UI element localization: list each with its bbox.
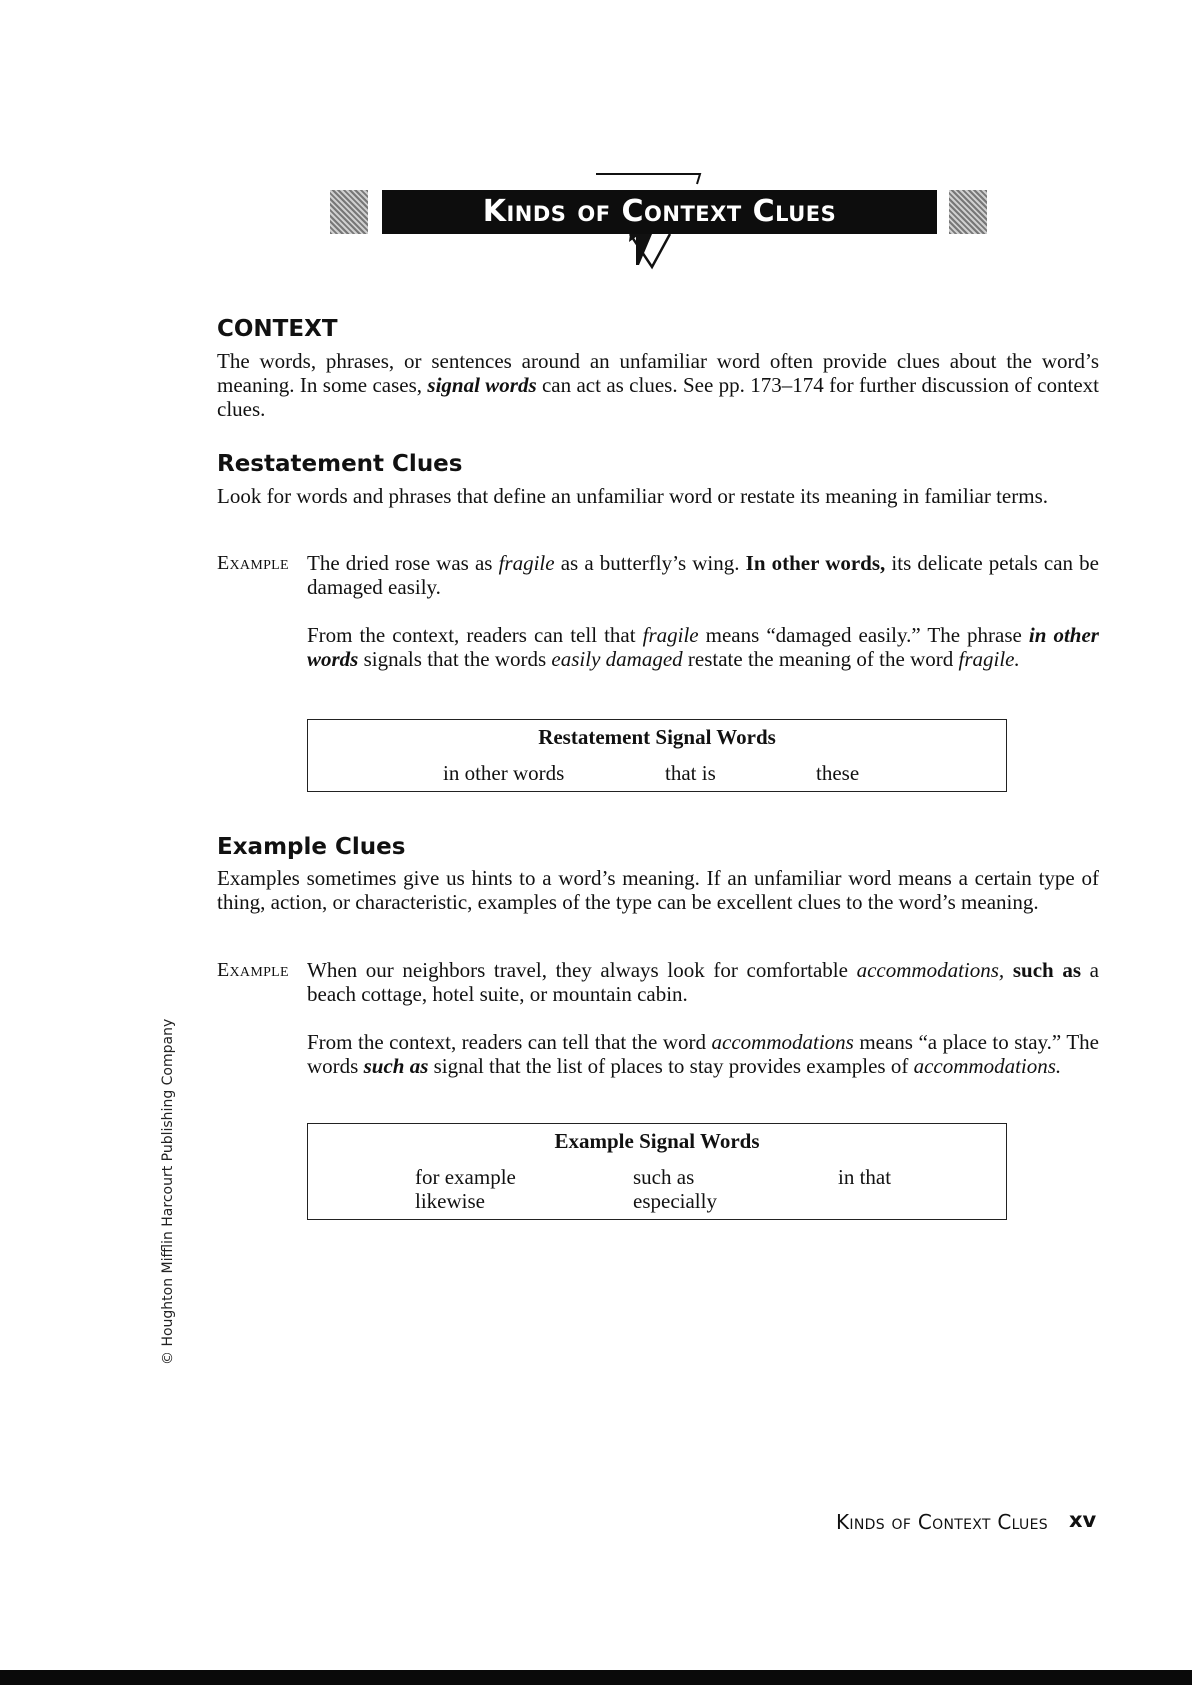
footer-title: Kinds of Context Clues: [836, 1510, 1048, 1534]
restatement-heading: Restatement Clues: [217, 451, 463, 477]
context-text-1: The words, phrases, or sentences around an unfamiliar word often provide clues about the word’s meaning. In some cases,: [217, 349, 1099, 397]
restatement-expl-phrase: easily damaged: [551, 647, 683, 671]
restatement-expl-text-3: signals that the words: [358, 647, 552, 671]
restatement-signal-word: that is: [665, 761, 716, 785]
example-clues-explanation: [307, 1030, 1099, 1078]
example-clues-example: [307, 958, 1099, 1006]
context-signal-words: signal words: [427, 373, 537, 397]
restatement-explanation: [307, 623, 1099, 671]
context-text-2: can act as clues. See pp. 173–174 for further discussion of context clues.: [217, 373, 1099, 421]
example-clues-expl-text-2: means “a place to stay.” The words: [307, 1030, 1099, 1078]
bottom-edge: [0, 1670, 1192, 1685]
example-signal-word: such as: [633, 1165, 695, 1189]
restatement-expl-text-4: restate the meaning of the word: [682, 647, 959, 671]
restatement-example-word: fragile: [498, 551, 555, 575]
restatement-intro: Look for words and phrases that define an unfamiliar word or restate its meaning in familiar terms.: [217, 484, 1048, 508]
restatement-example-signal: In other words,: [745, 551, 886, 575]
restatement-example-text-3: its delicate petals can be damaged easily.: [307, 551, 1100, 599]
restatement-example-text-2: as a butterfly’s wing.: [554, 551, 746, 575]
title-banner: [330, 172, 987, 272]
example-clues-heading: Example Clues: [217, 834, 406, 860]
example-clues-example-signal: such as: [1004, 958, 1082, 982]
restatement-expl-word: fragile: [642, 623, 699, 647]
copyright-notice: © Houghton Mifflin Harcourt Publishing Company: [160, 1018, 176, 1365]
restatement-example-text-1: The dried rose was as: [307, 551, 499, 575]
example-clues-example-text-1: When our neighbors travel, they always look for comfortable: [307, 958, 857, 982]
restatement-example: [307, 551, 1099, 599]
restatement-expl-text-1: From the context, readers can tell that: [307, 623, 643, 647]
example-signal-word: in that: [838, 1165, 892, 1189]
restatement-expl-word-2: fragile.: [958, 647, 1020, 671]
context-heading: CONTEXT: [217, 316, 338, 342]
restatement-box-title: Restatement Signal Words: [538, 725, 776, 749]
example-box-title: Example Signal Words: [554, 1129, 760, 1153]
restatement-signal-word: these: [816, 761, 860, 785]
banner-title: Kinds of Context Clues: [482, 194, 837, 229]
example-clues-example-text-2: a beach cottage, hotel suite, or mountain cabin.: [307, 958, 1099, 1006]
example-signal-words-box: [307, 1123, 1007, 1220]
restatement-example-label: Example: [217, 552, 289, 574]
example-clues-example-label: Example: [217, 959, 289, 981]
restatement-expl-text-2: means “damaged easily.” The phrase: [698, 623, 1029, 647]
example-clues-expl-text-3: signal that the list of places to stay provides examples of: [428, 1054, 914, 1078]
example-clues-example-word: accommodations,: [856, 958, 1005, 982]
example-signal-word: especially: [633, 1189, 717, 1213]
context-paragraph: [217, 349, 1099, 421]
restatement-expl-signal: in other words: [307, 623, 1099, 671]
example-clues-expl-signal: such as: [363, 1054, 429, 1078]
example-signal-word: likewise: [415, 1189, 485, 1213]
restatement-signal-word: in other words: [443, 761, 565, 785]
example-signal-word: for example: [415, 1165, 516, 1189]
restatement-signal-words-box: [307, 719, 1007, 792]
example-clues-expl-text-1: From the context, readers can tell that the word: [307, 1030, 712, 1054]
example-clues-expl-word-2: accommodations.: [913, 1054, 1062, 1078]
example-clues-expl-word: accommodations: [711, 1030, 854, 1054]
page-number: xv: [1069, 1508, 1097, 1532]
banner-arrow-icon: [330, 172, 987, 272]
example-clues-intro: Examples sometimes give us hints to a word’s meaning. If an unfamiliar word means a certain type of thing, action, or characteristic, examples of the type can be excellent clues to the word’s meaning.: [217, 866, 1099, 914]
